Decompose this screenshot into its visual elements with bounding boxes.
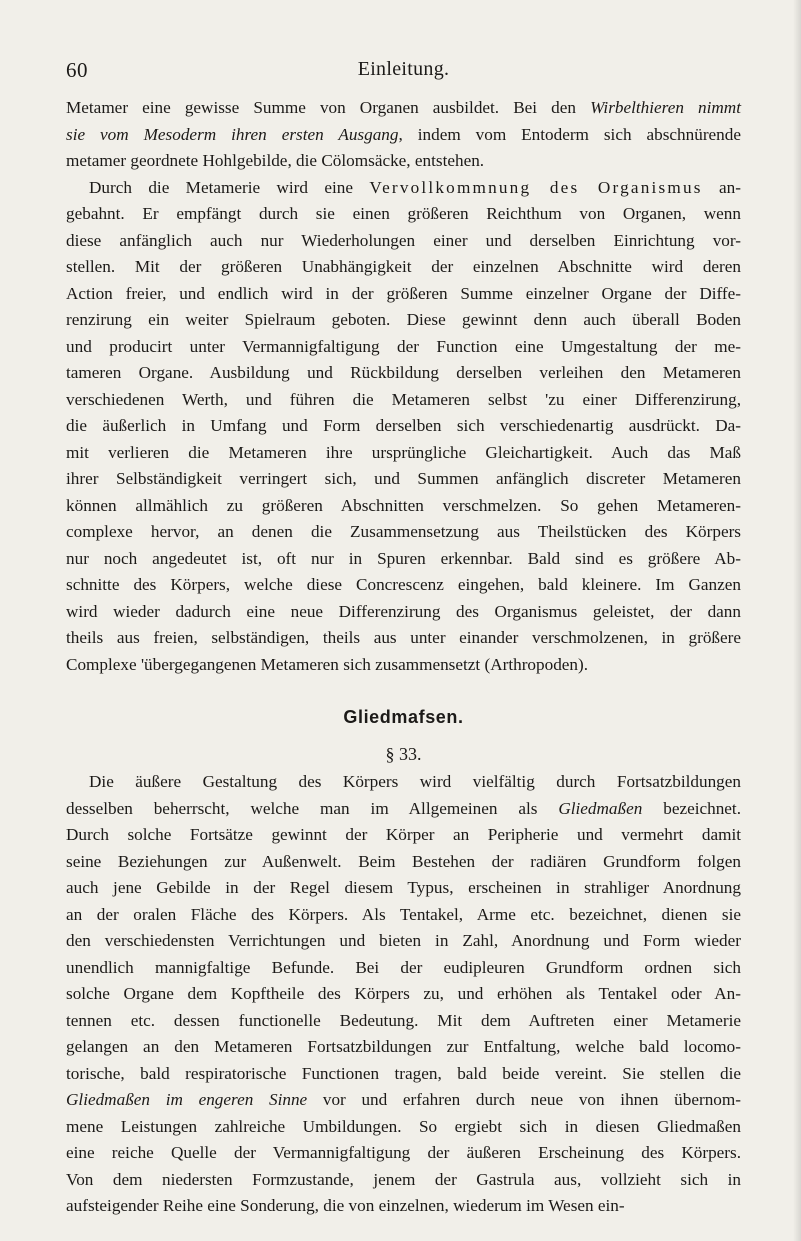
text-run: Complexe 'übergegangenen Metameren sich zusammensetzt (Arthropoden). xyxy=(66,654,589,674)
text-line xyxy=(66,875,741,902)
text-line xyxy=(66,625,741,652)
text-line xyxy=(66,1114,741,1141)
text-line xyxy=(66,334,741,361)
text-line xyxy=(66,440,741,467)
text-line xyxy=(66,281,741,308)
text-line xyxy=(66,928,741,955)
text-run: unendlich mannigfaltige Befunde. Bei der eudipleuren Grundform ordnen sich xyxy=(66,957,741,977)
text-line xyxy=(66,360,741,387)
text-run: gebahnt. Er empfängt durch sie einen größeren Reichthum von Organen, wenn xyxy=(66,204,741,223)
text-line xyxy=(66,572,741,599)
text-line xyxy=(66,769,741,796)
text-run: ihrer Selbständigkeit verringert sich, und Summen anfänglich discreter Metameren xyxy=(66,469,741,488)
text-line xyxy=(66,849,741,876)
section-heading: Gliedmafsen. xyxy=(343,707,464,727)
text-run: gelangen an den Metameren Fortsatzbildungen zur Entfaltung, welche bald locomo- xyxy=(66,1037,741,1056)
text-run: können allmählich zu größeren Abschnitten verschmelzen. So gehen Metameren- xyxy=(66,495,741,515)
text-line xyxy=(66,796,741,823)
page-body xyxy=(66,95,741,1220)
text-line xyxy=(66,599,741,626)
italic-run: Wirbelthieren nimmt xyxy=(590,98,741,117)
text-run: an der oralen Fläche des Körpers. Als Tentakel, Arme etc. bezeichnet, dienen sie xyxy=(66,904,741,924)
italic-run: Gliedmaßen im engeren Sinne xyxy=(66,1090,308,1109)
italic-run: Gliedmaßen xyxy=(558,798,643,818)
text-line xyxy=(66,1008,741,1035)
text-line xyxy=(66,1087,741,1114)
paragraph-2 xyxy=(66,175,741,679)
text-line xyxy=(66,122,741,149)
text-run: seine Beziehungen zur Außenwelt. Beim Bestehen der radiären Grundform folgen xyxy=(66,851,741,871)
text-line xyxy=(66,546,741,573)
page-header xyxy=(66,58,741,88)
text-run: Durch solche Fortsätze gewinnt der Körper an Peripherie und vermehrt damit xyxy=(66,825,741,844)
text-line xyxy=(66,1061,741,1088)
text-line xyxy=(66,955,741,982)
text-line xyxy=(66,413,741,440)
text-run: nur noch angedeutet ist, oft nur in Spuren erkennbar. Bald sind es größere Ab- xyxy=(66,548,741,568)
text-run: renzirung ein weiter Spielraum geboten. Diese gewinnt denn auch überall Boden xyxy=(66,310,741,329)
text-run: complexe hervor, an denen die Zusammensetzung aus Theilstücken des Körpers xyxy=(66,522,741,541)
text-run: Action freier, und endlich wird in der größeren Summe einzelner Organe der Diffe- xyxy=(66,283,741,303)
text-run: solche Organe dem Kopftheile des Körpers zu, und erhöhen als Tentakel oder An- xyxy=(66,984,741,1003)
text-run: bezeichnet. xyxy=(642,798,741,818)
text-run: an- xyxy=(702,177,741,197)
text-run: Metamer eine gewisse Summe von Organen ausbildet. Bei den xyxy=(66,98,591,117)
text-run: , indem vom Entoderm sich abschnürende xyxy=(398,124,741,144)
text-line xyxy=(66,201,741,228)
text-run: den verschiedensten Verrichtungen und bieten in Zahl, Anordnung und Form wieder xyxy=(66,931,741,950)
text-run: tameren Organe. Ausbildung und Rückbildung derselben verleihen den Metameren xyxy=(66,363,741,382)
italic-run: sie vom Mesoderm ihren ersten Ausgang xyxy=(66,124,399,144)
text-line xyxy=(66,1167,741,1194)
spaced-emphasis-run: Vervollkommnung des Organismus xyxy=(369,177,703,197)
text-run: eine reiche Quelle der Vermannigfaltigung der äußeren Erscheinung des Körpers. xyxy=(66,1143,741,1162)
text-run: diese anfänglich auch nur Wiederholungen einer und derselben Einrichtung vor- xyxy=(66,230,741,250)
text-run: theils aus freien, selbständigen, theils aus unter einander verschmolzenen, in größere xyxy=(66,628,741,647)
text-run: vor und erfahren durch neue von ihnen übernom- xyxy=(307,1090,741,1109)
text-run: mit verlieren die Metameren ihre ursprüngliche Gleichartigkeit. Auch das Maß xyxy=(66,442,741,462)
text-line xyxy=(66,387,741,414)
text-line xyxy=(66,466,741,493)
text-line xyxy=(66,148,741,175)
text-line xyxy=(66,254,741,281)
text-run: metamer geordnete Hohlgebilde, die Cölomsäcke, entstehen. xyxy=(66,151,485,170)
text-run: und producirt unter Vermannigfaltigung der Function eine Umgestaltung der me- xyxy=(66,336,741,356)
text-line xyxy=(66,95,741,122)
scan-shadow-edge xyxy=(793,0,801,1241)
text-line xyxy=(66,1140,741,1167)
text-run: tennen etc. dessen functionelle Bedeutung. Mit dem Auftreten einer Metamerie xyxy=(66,1010,741,1030)
text-line xyxy=(66,1034,741,1061)
running-head: Einleitung. xyxy=(357,58,450,80)
text-run: desselben beherrscht, welche man im Allgemeinen als xyxy=(66,798,559,818)
text-run: die äußerlich in Umfang und Form derselben sich verschiedenartig ausdrückt. Da- xyxy=(66,416,741,435)
text-line xyxy=(66,822,741,849)
text-line xyxy=(66,902,741,929)
text-line xyxy=(66,493,741,520)
paragraph-3 xyxy=(66,769,741,1220)
text-run: wird wieder dadurch eine neue Differenzirung des Organismus geleistet, der dann xyxy=(66,601,741,621)
text-run: mene Leistungen zahlreiche Umbildungen. So ergiebt sich in diesen Gliedmaßen xyxy=(66,1116,741,1136)
paragraph-1 xyxy=(66,95,741,175)
text-run: stellen. Mit der größeren Unabhängigkeit der einzelnen Abschnitte wird deren xyxy=(66,257,741,276)
text-run: Von dem niedersten Formzustande, jenem der Gastrula aus, vollzieht sich in xyxy=(66,1169,741,1189)
text-run: torische, bald respiratorische Functionen tragen, bald beide vereint. Sie stellen die xyxy=(66,1063,741,1083)
page-number: 60 xyxy=(66,58,88,82)
text-run: Durch die Metamerie wird eine xyxy=(89,177,370,197)
text-line xyxy=(66,519,741,546)
text-line xyxy=(66,981,741,1008)
text-line xyxy=(66,228,741,255)
text-run: schnitte des Körpers, welche diese Concrescenz eingehen, bald kleinere. Im Ganzen xyxy=(66,575,741,594)
text-run: Die äußere Gestaltung des Körpers wird vielfältig durch Fortsatzbildungen xyxy=(89,772,741,791)
text-line xyxy=(66,652,741,679)
text-run: verschiedenen Werth, und führen die Metameren selbst 'zu einer Differenzirung, xyxy=(66,389,741,409)
text-line xyxy=(66,307,741,334)
text-run: aufsteigender Reihe eine Sonderung, die von einzelnen, wiederum im Wesen ein- xyxy=(66,1196,625,1215)
text-line xyxy=(66,1193,741,1220)
section-number: § 33. xyxy=(385,743,422,764)
text-line xyxy=(66,175,741,202)
text-run: auch jene Gebilde in der Regel diesem Typus, erscheinen in strahliger Anordnung xyxy=(66,878,741,897)
